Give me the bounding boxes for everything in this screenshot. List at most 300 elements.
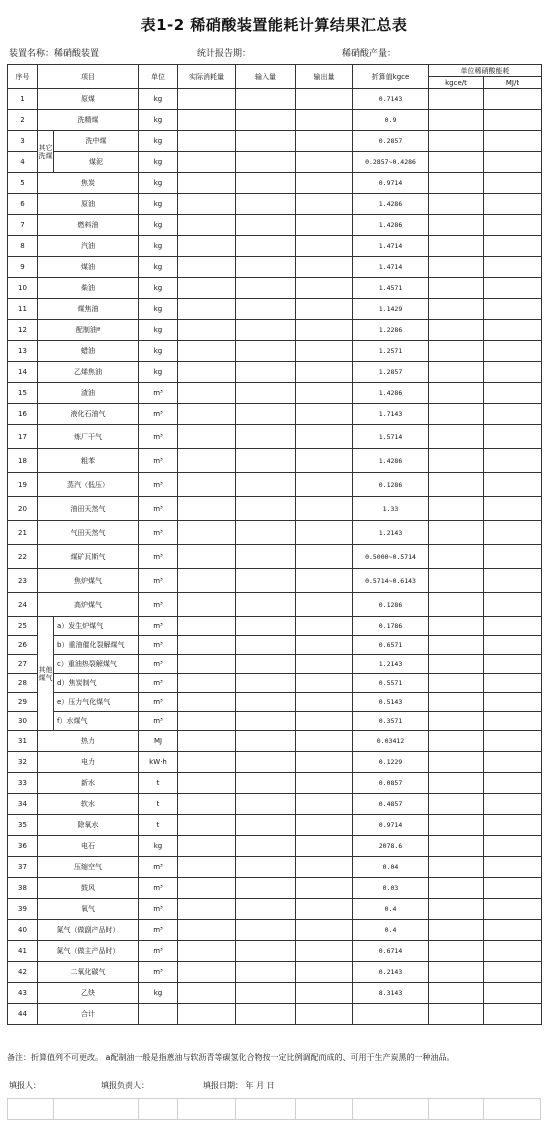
input-cell[interactable] bbox=[236, 569, 296, 593]
mj-per-t-cell[interactable] bbox=[484, 215, 542, 236]
output-cell[interactable] bbox=[296, 425, 353, 449]
kgce-per-t-cell[interactable] bbox=[429, 920, 484, 941]
actual-consumption-cell[interactable] bbox=[178, 983, 236, 1004]
kgce-per-t-cell[interactable] bbox=[429, 497, 484, 521]
mj-per-t-cell[interactable] bbox=[484, 89, 542, 110]
mj-per-t-cell[interactable] bbox=[484, 1004, 542, 1025]
actual-consumption-cell[interactable] bbox=[178, 299, 236, 320]
output-cell[interactable] bbox=[296, 899, 353, 920]
input-cell[interactable] bbox=[236, 425, 296, 449]
unit-cell: kg bbox=[139, 320, 178, 341]
output-cell[interactable] bbox=[296, 693, 353, 712]
factor-cell: 1.2286 bbox=[353, 320, 429, 341]
actual-consumption-cell[interactable] bbox=[178, 712, 236, 731]
input-cell[interactable] bbox=[236, 674, 296, 693]
actual-consumption-cell[interactable] bbox=[178, 731, 236, 752]
actual-consumption-cell[interactable] bbox=[178, 1004, 236, 1025]
kgce-per-t-cell[interactable] bbox=[429, 131, 484, 152]
header-mj-per-t: MJ/t bbox=[484, 77, 542, 89]
input-cell[interactable] bbox=[236, 655, 296, 674]
kgce-per-t-cell[interactable] bbox=[429, 712, 484, 731]
output-cell[interactable] bbox=[296, 836, 353, 857]
output-cell[interactable] bbox=[296, 299, 353, 320]
input-cell[interactable] bbox=[236, 857, 296, 878]
kgce-per-t-cell[interactable] bbox=[429, 752, 484, 773]
unit-cell: m³ bbox=[139, 920, 178, 941]
output-cell[interactable] bbox=[296, 773, 353, 794]
mj-per-t-cell[interactable] bbox=[484, 236, 542, 257]
kgce-per-t-cell[interactable] bbox=[429, 983, 484, 1004]
mj-per-t-cell[interactable] bbox=[484, 404, 542, 425]
kgce-per-t-cell[interactable] bbox=[429, 674, 484, 693]
kgce-per-t-cell[interactable] bbox=[429, 878, 484, 899]
kgce-per-t-cell[interactable] bbox=[429, 857, 484, 878]
input-cell[interactable] bbox=[236, 194, 296, 215]
input-cell[interactable] bbox=[236, 236, 296, 257]
kgce-per-t-cell[interactable] bbox=[429, 545, 484, 569]
actual-consumption-cell[interactable] bbox=[178, 173, 236, 194]
unit-cell: m³ bbox=[139, 712, 178, 731]
kgce-per-t-cell[interactable] bbox=[429, 941, 484, 962]
kgce-per-t-cell[interactable] bbox=[429, 962, 484, 983]
unit-cell: m³ bbox=[139, 545, 178, 569]
kgce-per-t-cell[interactable] bbox=[429, 236, 484, 257]
output-cell[interactable] bbox=[296, 278, 353, 299]
input-cell[interactable] bbox=[236, 1004, 296, 1025]
row-number: 23 bbox=[8, 569, 38, 593]
actual-consumption-cell[interactable] bbox=[178, 617, 236, 636]
row-number: 33 bbox=[8, 773, 38, 794]
mj-per-t-cell[interactable] bbox=[484, 636, 542, 655]
input-cell[interactable] bbox=[236, 712, 296, 731]
actual-consumption-cell[interactable] bbox=[178, 152, 236, 173]
table-row bbox=[8, 636, 542, 655]
mj-per-t-cell[interactable] bbox=[484, 674, 542, 693]
item-name: 焦炉煤气 bbox=[38, 569, 139, 593]
input-cell[interactable] bbox=[236, 473, 296, 497]
input-cell[interactable] bbox=[236, 593, 296, 617]
kgce-per-t-cell[interactable] bbox=[429, 655, 484, 674]
output-cell[interactable] bbox=[296, 636, 353, 655]
output-cell[interactable] bbox=[296, 1004, 353, 1025]
factor-cell: 0.9 bbox=[353, 110, 429, 131]
item-name: 氮气（做主产品时） bbox=[38, 941, 139, 962]
output-cell[interactable] bbox=[296, 521, 353, 545]
kgce-per-t-cell[interactable] bbox=[429, 152, 484, 173]
mj-per-t-cell[interactable] bbox=[484, 569, 542, 593]
mj-per-t-cell[interactable] bbox=[484, 320, 542, 341]
output-cell[interactable] bbox=[296, 857, 353, 878]
actual-consumption-cell[interactable] bbox=[178, 449, 236, 473]
input-cell[interactable] bbox=[236, 836, 296, 857]
actual-consumption-cell[interactable] bbox=[178, 899, 236, 920]
mj-per-t-cell[interactable] bbox=[484, 920, 542, 941]
kgce-per-t-cell[interactable] bbox=[429, 773, 484, 794]
factor-cell: 0.2857 bbox=[353, 131, 429, 152]
unit-cell: kg bbox=[139, 257, 178, 278]
kgce-per-t-cell[interactable] bbox=[429, 899, 484, 920]
factor-cell: 1.2143 bbox=[353, 655, 429, 674]
item-name: 汽油 bbox=[38, 236, 139, 257]
row-number: 36 bbox=[8, 836, 38, 857]
kgce-per-t-cell[interactable] bbox=[429, 257, 484, 278]
input-cell[interactable] bbox=[236, 636, 296, 655]
actual-consumption-cell[interactable] bbox=[178, 521, 236, 545]
kgce-per-t-cell[interactable] bbox=[429, 110, 484, 131]
input-cell[interactable] bbox=[236, 794, 296, 815]
mj-per-t-cell[interactable] bbox=[484, 383, 542, 404]
output-cell[interactable] bbox=[296, 569, 353, 593]
kgce-per-t-cell[interactable] bbox=[429, 473, 484, 497]
kgce-per-t-cell[interactable] bbox=[429, 404, 484, 425]
mj-per-t-cell[interactable] bbox=[484, 299, 542, 320]
actual-consumption-cell[interactable] bbox=[178, 257, 236, 278]
input-cell[interactable] bbox=[236, 752, 296, 773]
kgce-per-t-cell[interactable] bbox=[429, 194, 484, 215]
row-number: 21 bbox=[8, 521, 38, 545]
kgce-per-t-cell[interactable] bbox=[429, 794, 484, 815]
table-row bbox=[8, 655, 542, 674]
row-number: 16 bbox=[8, 404, 38, 425]
header-unit: 单位 bbox=[139, 65, 178, 89]
mj-per-t-cell[interactable] bbox=[484, 449, 542, 473]
input-cell[interactable] bbox=[236, 521, 296, 545]
kgce-per-t-cell[interactable] bbox=[429, 425, 484, 449]
actual-consumption-cell[interactable] bbox=[178, 362, 236, 383]
mj-per-t-cell[interactable] bbox=[484, 731, 542, 752]
output-cell[interactable] bbox=[296, 362, 353, 383]
input-cell[interactable] bbox=[236, 110, 296, 131]
actual-consumption-cell[interactable] bbox=[178, 320, 236, 341]
output-cell[interactable] bbox=[296, 320, 353, 341]
table-row bbox=[8, 593, 542, 617]
unit-cell: kg bbox=[139, 278, 178, 299]
output-cell[interactable] bbox=[296, 131, 353, 152]
output-cell[interactable] bbox=[296, 152, 353, 173]
mj-per-t-cell[interactable] bbox=[484, 983, 542, 1004]
input-cell[interactable] bbox=[236, 278, 296, 299]
mj-per-t-cell[interactable] bbox=[484, 941, 542, 962]
actual-consumption-cell[interactable] bbox=[178, 773, 236, 794]
group-label-other-coal: 其它洗煤 bbox=[38, 131, 54, 173]
table-row bbox=[8, 836, 542, 857]
row-number: 1 bbox=[8, 89, 38, 110]
input-cell[interactable] bbox=[236, 173, 296, 194]
table-row bbox=[8, 278, 542, 299]
item-name: 气田天然气 bbox=[38, 521, 139, 545]
row-number: 15 bbox=[8, 383, 38, 404]
table-row bbox=[8, 962, 542, 983]
input-cell[interactable] bbox=[236, 815, 296, 836]
mj-per-t-cell[interactable] bbox=[484, 617, 542, 636]
mj-per-t-cell[interactable] bbox=[484, 110, 542, 131]
item-name: 二氧化碳气 bbox=[38, 962, 139, 983]
input-cell[interactable] bbox=[236, 962, 296, 983]
factor-cell: 0.0857 bbox=[353, 773, 429, 794]
output-cell[interactable] bbox=[296, 404, 353, 425]
output-cell[interactable] bbox=[296, 497, 353, 521]
actual-consumption-cell[interactable] bbox=[178, 693, 236, 712]
group-label-other-gas: 其他煤气 bbox=[38, 617, 54, 731]
mj-per-t-cell[interactable] bbox=[484, 655, 542, 674]
output-cell[interactable] bbox=[296, 236, 353, 257]
table-row bbox=[8, 815, 542, 836]
mj-per-t-cell[interactable] bbox=[484, 693, 542, 712]
header-item: 项目 bbox=[38, 65, 139, 89]
kgce-per-t-cell[interactable] bbox=[429, 521, 484, 545]
output-cell[interactable] bbox=[296, 341, 353, 362]
table-row bbox=[8, 152, 542, 173]
input-cell[interactable] bbox=[236, 449, 296, 473]
row-number: 29 bbox=[8, 693, 38, 712]
mj-per-t-cell[interactable] bbox=[484, 425, 542, 449]
factor-cell: 1.4286 bbox=[353, 383, 429, 404]
page-title: 表1-2 稀硝酸装置能耗计算结果汇总表 bbox=[140, 16, 408, 34]
actual-consumption-cell[interactable] bbox=[178, 752, 236, 773]
mj-per-t-cell[interactable] bbox=[484, 152, 542, 173]
input-cell[interactable] bbox=[236, 404, 296, 425]
actual-consumption-cell[interactable] bbox=[178, 815, 236, 836]
mj-per-t-cell[interactable] bbox=[484, 857, 542, 878]
actual-consumption-cell[interactable] bbox=[178, 836, 236, 857]
input-cell[interactable] bbox=[236, 983, 296, 1004]
kgce-per-t-cell[interactable] bbox=[429, 383, 484, 404]
kgce-per-t-cell[interactable] bbox=[429, 617, 484, 636]
factor-cell: 0.6571 bbox=[353, 636, 429, 655]
output-cell[interactable] bbox=[296, 89, 353, 110]
mj-per-t-cell[interactable] bbox=[484, 131, 542, 152]
input-cell[interactable] bbox=[236, 257, 296, 278]
kgce-per-t-cell[interactable] bbox=[429, 1004, 484, 1025]
kgce-per-t-cell[interactable] bbox=[429, 278, 484, 299]
output-cell[interactable] bbox=[296, 545, 353, 569]
input-cell[interactable] bbox=[236, 545, 296, 569]
mj-per-t-cell[interactable] bbox=[484, 173, 542, 194]
actual-consumption-cell[interactable] bbox=[178, 920, 236, 941]
input-cell[interactable] bbox=[236, 320, 296, 341]
factor-cell: 1.5714 bbox=[353, 425, 429, 449]
table-row bbox=[8, 878, 542, 899]
input-cell[interactable] bbox=[236, 89, 296, 110]
kgce-per-t-cell[interactable] bbox=[429, 569, 484, 593]
kgce-per-t-cell[interactable] bbox=[429, 815, 484, 836]
actual-consumption-cell[interactable] bbox=[178, 215, 236, 236]
output-cell[interactable] bbox=[296, 215, 353, 236]
actual-consumption-cell[interactable] bbox=[178, 383, 236, 404]
table-row bbox=[8, 383, 542, 404]
table-row bbox=[8, 236, 542, 257]
input-cell[interactable] bbox=[236, 920, 296, 941]
output-cell[interactable] bbox=[296, 194, 353, 215]
input-cell[interactable] bbox=[236, 152, 296, 173]
output-cell[interactable] bbox=[296, 257, 353, 278]
input-cell[interactable] bbox=[236, 878, 296, 899]
unit-cell: t bbox=[139, 794, 178, 815]
input-cell[interactable] bbox=[236, 497, 296, 521]
actual-consumption-cell[interactable] bbox=[178, 636, 236, 655]
output-cell[interactable] bbox=[296, 731, 353, 752]
factor-cell: 0.1229 bbox=[353, 752, 429, 773]
output-cell[interactable] bbox=[296, 110, 353, 131]
factor-cell: 1.4714 bbox=[353, 257, 429, 278]
input-cell[interactable] bbox=[236, 899, 296, 920]
mj-per-t-cell[interactable] bbox=[484, 593, 542, 617]
actual-consumption-cell[interactable] bbox=[178, 341, 236, 362]
output-cell[interactable] bbox=[296, 983, 353, 1004]
actual-consumption-cell[interactable] bbox=[178, 278, 236, 299]
output-cell[interactable] bbox=[296, 383, 353, 404]
mj-per-t-cell[interactable] bbox=[484, 815, 542, 836]
mj-per-t-cell[interactable] bbox=[484, 752, 542, 773]
actual-consumption-cell[interactable] bbox=[178, 962, 236, 983]
actual-consumption-cell[interactable] bbox=[178, 473, 236, 497]
kgce-per-t-cell[interactable] bbox=[429, 362, 484, 383]
kgce-per-t-cell[interactable] bbox=[429, 299, 484, 320]
table-row bbox=[8, 693, 542, 712]
factor-cell: 0.9714 bbox=[353, 173, 429, 194]
product-output: 稀硝酸产量： bbox=[342, 49, 397, 59]
kgce-per-t-cell[interactable] bbox=[429, 341, 484, 362]
row-number: 31 bbox=[8, 731, 38, 752]
actual-consumption-cell[interactable] bbox=[178, 593, 236, 617]
kgce-per-t-cell[interactable] bbox=[429, 89, 484, 110]
output-cell[interactable] bbox=[296, 794, 353, 815]
actual-consumption-cell[interactable] bbox=[178, 404, 236, 425]
actual-consumption-cell[interactable] bbox=[178, 545, 236, 569]
output-cell[interactable] bbox=[296, 593, 353, 617]
output-cell[interactable] bbox=[296, 674, 353, 693]
input-cell[interactable] bbox=[236, 731, 296, 752]
mj-per-t-cell[interactable] bbox=[484, 878, 542, 899]
factor-cell: 1.7143 bbox=[353, 404, 429, 425]
output-cell[interactable] bbox=[296, 473, 353, 497]
kgce-per-t-cell[interactable] bbox=[429, 693, 484, 712]
mj-per-t-cell[interactable] bbox=[484, 341, 542, 362]
actual-consumption-cell[interactable] bbox=[178, 497, 236, 521]
unit-cell: kg bbox=[139, 341, 178, 362]
output-cell[interactable] bbox=[296, 962, 353, 983]
table-row bbox=[8, 857, 542, 878]
actual-consumption-cell[interactable] bbox=[178, 131, 236, 152]
actual-consumption-cell[interactable] bbox=[178, 425, 236, 449]
actual-consumption-cell[interactable] bbox=[178, 655, 236, 674]
header-kgce-per-t: kgce/t bbox=[429, 77, 484, 89]
mj-per-t-cell[interactable] bbox=[484, 497, 542, 521]
item-name: 氮气（做副产品时） bbox=[38, 920, 139, 941]
mj-per-t-cell[interactable] bbox=[484, 899, 542, 920]
row-number: 3 bbox=[8, 131, 38, 152]
unit-cell: m³ bbox=[139, 425, 178, 449]
output-cell[interactable] bbox=[296, 173, 353, 194]
output-cell[interactable] bbox=[296, 941, 353, 962]
factor-cell: 0.2143 bbox=[353, 962, 429, 983]
header-input: 输入量 bbox=[236, 65, 296, 89]
mj-per-t-cell[interactable] bbox=[484, 712, 542, 731]
actual-consumption-cell[interactable] bbox=[178, 194, 236, 215]
kgce-per-t-cell[interactable] bbox=[429, 449, 484, 473]
input-cell[interactable] bbox=[236, 693, 296, 712]
item-name: 原煤 bbox=[38, 89, 139, 110]
row-number: 22 bbox=[8, 545, 38, 569]
row-number: 27 bbox=[8, 655, 38, 674]
output-cell[interactable] bbox=[296, 712, 353, 731]
factor-cell: 1.4571 bbox=[353, 278, 429, 299]
factor-cell: 0.1286 bbox=[353, 473, 429, 497]
item-name: 高炉煤气 bbox=[38, 593, 139, 617]
output-cell[interactable] bbox=[296, 655, 353, 674]
mj-per-t-cell[interactable] bbox=[484, 773, 542, 794]
header-no: 序号 bbox=[8, 65, 38, 89]
output-cell[interactable] bbox=[296, 920, 353, 941]
factor-cell: 1.2857 bbox=[353, 362, 429, 383]
table-row bbox=[8, 194, 542, 215]
factor-cell: 0.5571 bbox=[353, 674, 429, 693]
table-row bbox=[8, 320, 542, 341]
date-label: 填报日期： 年 月 日 bbox=[203, 1081, 275, 1090]
factor-cell: 1.4714 bbox=[353, 236, 429, 257]
actual-consumption-cell[interactable] bbox=[178, 89, 236, 110]
kgce-per-t-cell[interactable] bbox=[429, 593, 484, 617]
mj-per-t-cell[interactable] bbox=[484, 521, 542, 545]
actual-consumption-cell[interactable] bbox=[178, 236, 236, 257]
input-cell[interactable] bbox=[236, 341, 296, 362]
kgce-per-t-cell[interactable] bbox=[429, 320, 484, 341]
input-cell[interactable] bbox=[236, 941, 296, 962]
kgce-per-t-cell[interactable] bbox=[429, 636, 484, 655]
input-cell[interactable] bbox=[236, 617, 296, 636]
kgce-per-t-cell[interactable] bbox=[429, 173, 484, 194]
kgce-per-t-cell[interactable] bbox=[429, 836, 484, 857]
mj-per-t-cell[interactable] bbox=[484, 836, 542, 857]
input-cell[interactable] bbox=[236, 131, 296, 152]
mj-per-t-cell[interactable] bbox=[484, 545, 542, 569]
actual-consumption-cell[interactable] bbox=[178, 941, 236, 962]
input-cell[interactable] bbox=[236, 215, 296, 236]
mj-per-t-cell[interactable] bbox=[484, 794, 542, 815]
output-cell[interactable] bbox=[296, 617, 353, 636]
input-cell[interactable] bbox=[236, 299, 296, 320]
item-name: 蜡油 bbox=[38, 341, 139, 362]
kgce-per-t-cell[interactable] bbox=[429, 215, 484, 236]
table-row bbox=[8, 983, 542, 1004]
kgce-per-t-cell[interactable] bbox=[429, 731, 484, 752]
input-cell[interactable] bbox=[236, 383, 296, 404]
actual-consumption-cell[interactable] bbox=[178, 794, 236, 815]
factor-cell: 0.4 bbox=[353, 899, 429, 920]
output-cell[interactable] bbox=[296, 815, 353, 836]
mj-per-t-cell[interactable] bbox=[484, 257, 542, 278]
factor-cell: 0.4 bbox=[353, 920, 429, 941]
mj-per-t-cell[interactable] bbox=[484, 962, 542, 983]
mj-per-t-cell[interactable] bbox=[484, 473, 542, 497]
input-cell[interactable] bbox=[236, 362, 296, 383]
table-row bbox=[8, 731, 542, 752]
mj-per-t-cell[interactable] bbox=[484, 194, 542, 215]
output-cell[interactable] bbox=[296, 449, 353, 473]
actual-consumption-cell[interactable] bbox=[178, 569, 236, 593]
output-cell[interactable] bbox=[296, 752, 353, 773]
actual-consumption-cell[interactable] bbox=[178, 857, 236, 878]
actual-consumption-cell[interactable] bbox=[178, 878, 236, 899]
input-cell[interactable] bbox=[236, 773, 296, 794]
mj-per-t-cell[interactable] bbox=[484, 362, 542, 383]
item-name: 煤油 bbox=[38, 257, 139, 278]
actual-consumption-cell[interactable] bbox=[178, 110, 236, 131]
table-row bbox=[8, 773, 542, 794]
mj-per-t-cell[interactable] bbox=[484, 278, 542, 299]
actual-consumption-cell[interactable] bbox=[178, 674, 236, 693]
output-cell[interactable] bbox=[296, 878, 353, 899]
